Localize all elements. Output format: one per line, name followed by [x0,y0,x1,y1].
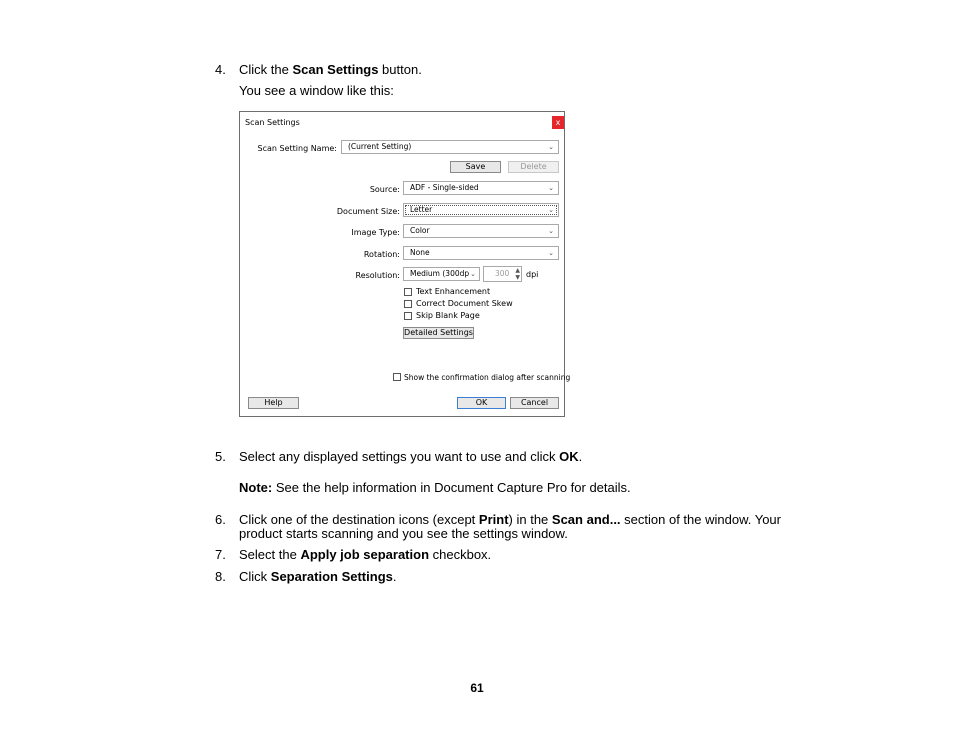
step-text-part: Select any displayed settings you want to use and click [239,449,560,464]
detailed-settings-button[interactable]: Detailed Settings [404,328,473,337]
dpi-unit: dpi [526,270,539,279]
chevron-down-icon: ⌄ [548,249,554,257]
step-text-part: Click one of the destination icons (except [239,512,479,527]
step-text-part: button. [378,62,422,77]
rotation-value: None [410,248,430,257]
correct-skew-label: Correct Document Skew [416,299,513,308]
ok-button[interactable]: OK [457,397,506,409]
step-6-text-line2: product starts scanning and you see the settings window. [239,526,568,541]
step-8-text [239,569,396,584]
step-number: 7. [215,547,226,562]
correct-skew-checkbox[interactable] [404,300,412,308]
delete-button[interactable]: Delete [508,161,559,173]
setting-name-value: (Current Setting) [348,142,412,151]
step-4-result: You see a window like this: [239,83,394,98]
text-enhancement-label: Text Enhancement [416,287,491,296]
image-type-select[interactable] [403,224,559,238]
chevron-down-icon: ⌄ [470,270,476,278]
document-size-select[interactable] [403,203,559,217]
skip-blank-checkbox[interactable] [404,312,412,320]
image-type-label: Image Type: [351,228,400,237]
setting-name-select[interactable] [341,140,559,154]
spinner-arrows-icon[interactable]: ▲ ▼ [515,267,520,281]
scan-settings-dialog [239,111,571,417]
resolution-dpi-spinner[interactable] [483,266,522,282]
document-size-label: Document Size: [336,207,400,216]
step-bold-term: Scan and... [551,512,621,527]
text-enhancement-checkbox[interactable] [404,288,412,296]
step-7-text [239,547,491,562]
resolution-value: Medium (300dp [410,269,470,278]
step-6-text [239,512,781,527]
step-text-part: ) in the [508,512,552,527]
step-5-text [239,449,582,464]
help-button[interactable]: Help [248,397,299,409]
resolution-label: Resolution: [355,271,400,280]
step-text-part: Click the [239,62,293,77]
step-text-part: checkbox. [429,547,492,562]
chevron-down-icon: ⌄ [548,227,554,235]
resolution-dpi-value: 300 [495,269,510,278]
dialog-title: Scan Settings [245,118,300,127]
step-text-part: Click [239,569,271,584]
source-value: ADF - Single-sided [410,183,479,192]
step-text-part: . [578,449,583,464]
chevron-down-icon: ⌄ [548,184,554,192]
close-icon[interactable]: x [552,116,564,129]
step-text-part: . [392,569,397,584]
document-size-value: Letter [410,205,433,214]
chevron-down-icon: ⌄ [548,143,554,151]
step-bold-term: OK [559,449,579,464]
step-number: 4. [215,62,226,77]
step-text-part: Select the [239,547,301,562]
step-number: 5. [215,449,226,464]
step-number: 8. [215,569,226,584]
source-label: Source: [369,185,400,194]
note-label: Note: [239,480,273,495]
step-number: 6. [215,512,226,527]
note [239,480,631,495]
rotation-select[interactable] [403,246,559,260]
page-number: 61 [470,681,484,695]
step-text-part: section of the window. Your [620,512,781,527]
step-bold-term: Apply job separation [300,547,430,562]
step-bold-term: Separation Settings [270,569,393,584]
resolution-select[interactable] [403,267,480,281]
step-bold-term: Print [478,512,509,527]
step-bold-term: Scan Settings [292,62,379,77]
save-button[interactable]: Save [450,161,501,173]
setting-name-label: Scan Setting Name: [257,144,337,153]
image-type-value: Color [410,226,430,235]
chevron-down-icon: ⌄ [548,206,554,214]
source-select[interactable] [403,181,559,195]
note-text: See the help information in Document Capture Pro for details. [272,480,631,495]
cancel-button[interactable]: Cancel [510,397,559,409]
show-confirmation-checkbox[interactable] [393,373,401,381]
skip-blank-label: Skip Blank Page [416,311,480,320]
show-confirmation-label: Show the confirmation dialog after scanning [404,373,571,382]
step-4-text [239,62,422,77]
rotation-label: Rotation: [363,250,400,259]
